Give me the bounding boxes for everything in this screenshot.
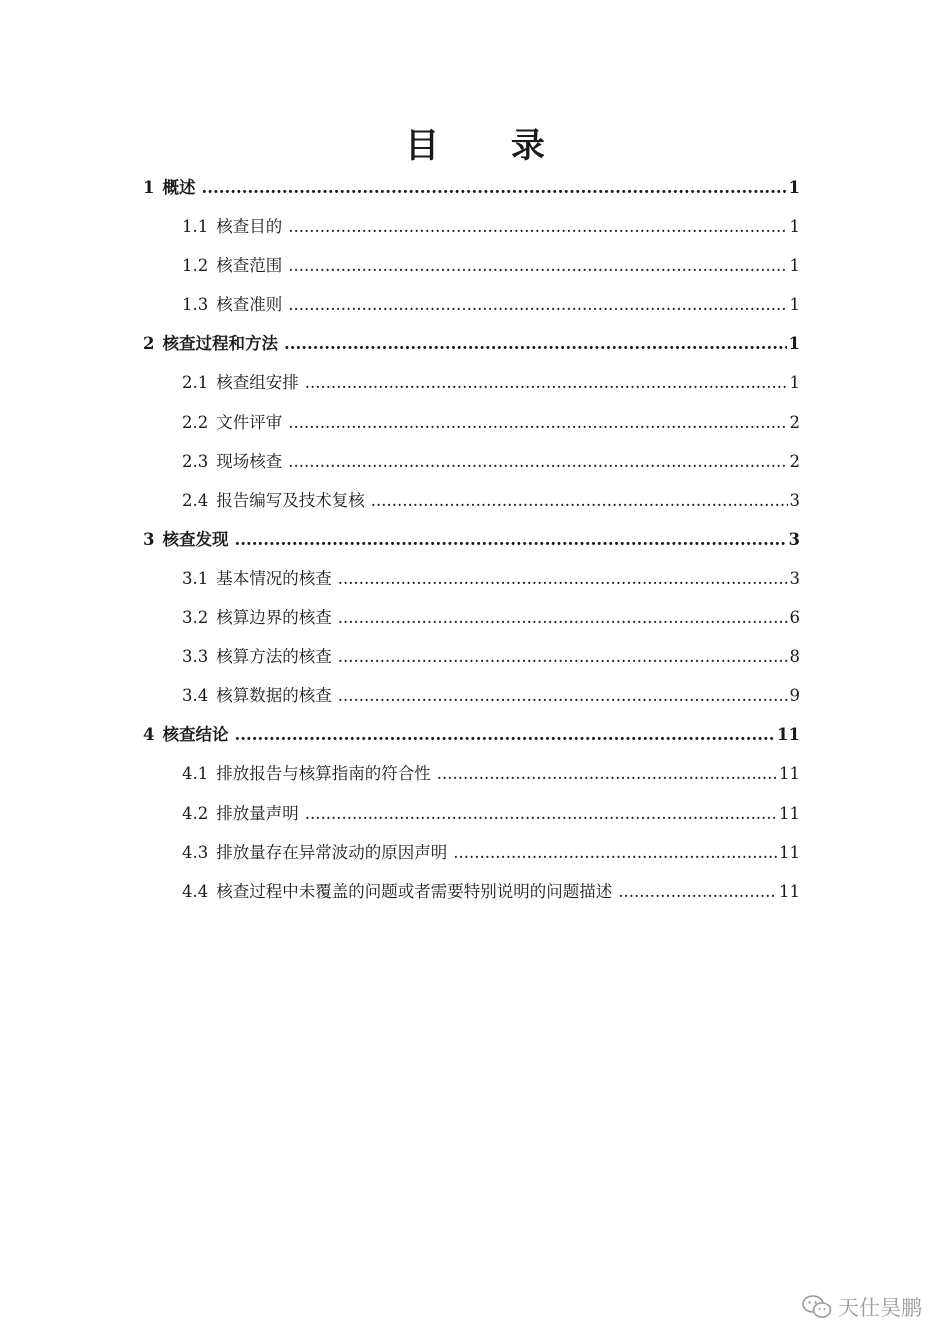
toc-entry-title: 文件评审 [216,412,283,432]
toc-entry-title: 核查准则 [216,295,283,315]
toc-entry-number: 2.4 [182,490,209,510]
toc-entry-page: 8 [789,647,800,667]
toc-entry-title: 核查范围 [216,256,283,276]
toc-leader-dots [338,559,788,598]
toc-leader-dots [453,833,777,872]
toc-entry-number: 1.3 [182,295,209,315]
toc-entry-page: 11 [779,881,800,901]
toc-leader-dots [437,754,777,793]
toc-entry-number: 2.2 [182,412,209,432]
toc-entry-number: 4.4 [182,881,209,901]
toc-entry-page: 1 [789,373,800,393]
toc-entry-page: 1 [789,295,800,315]
toc-entry[interactable] [143,442,800,481]
toc-entry-page: 11 [779,803,800,823]
toc-leader-dots [338,598,788,637]
toc-entry[interactable] [143,872,800,911]
toc-entry-number: 4.2 [182,803,209,823]
toc-entry-page: 9 [789,686,800,706]
toc-entry-page: 1 [789,256,800,276]
toc-entry-page: 6 [789,608,800,628]
toc-entry-number: 1.1 [182,217,209,237]
toc-entry[interactable] [143,754,800,793]
toc-leader-dots [234,520,786,559]
toc-entry-number: 3.2 [182,608,209,628]
toc-entry[interactable] [143,520,800,559]
toc-entry-page: 11 [779,764,800,784]
toc-entry-page: 1 [788,334,800,354]
toc-entry-number: 2.3 [182,451,209,471]
toc-leader-dots [234,715,775,754]
toc-entry-number: 3.4 [182,686,209,706]
toc-entry-page: 3 [789,490,800,510]
toc-entry[interactable] [143,676,800,715]
toc-entry-title: 排放量声明 [216,803,299,823]
toc-entry-number: 4.3 [182,842,209,862]
toc-entry[interactable] [143,481,800,520]
toc-entry-title: 核查过程和方法 [162,334,278,354]
toc-leader-dots [288,246,787,285]
toc-entry[interactable] [143,207,800,246]
toc-entry[interactable] [143,833,800,872]
toc-entry[interactable] [143,403,800,442]
toc-leader-dots [284,324,787,363]
toc-entry-number: 4 [143,725,155,745]
toc-entry[interactable] [143,168,800,207]
toc-entry[interactable] [143,637,800,676]
toc-entry[interactable] [143,715,800,754]
toc-entry[interactable] [143,246,800,285]
toc-entry-title: 现场核查 [216,451,283,471]
toc-entry-page: 2 [789,412,800,432]
toc-leader-dots [338,676,788,715]
toc-leader-dots [201,168,786,207]
table-of-contents [143,168,800,911]
toc-entry[interactable] [143,559,800,598]
toc-entry-title: 报告编写及技术复核 [216,490,365,510]
toc-entry-number: 3.3 [182,647,209,667]
toc-leader-dots [618,872,777,911]
toc-entry-title: 核查发现 [162,529,229,549]
toc-leader-dots [371,481,788,520]
toc-entry-title: 核查结论 [162,725,229,745]
watermark-text: 天仕昊鹏 [838,1296,922,1320]
toc-leader-dots [305,794,777,833]
toc-entry-number: 1 [143,178,155,197]
toc-entry-page: 1 [788,178,800,197]
toc-entry-title: 核算数据的核查 [216,686,332,706]
toc-entry-title: 概述 [162,178,196,197]
toc-entry[interactable] [143,285,800,324]
toc-entry-page: 1 [789,217,800,237]
toc-entry-page: 11 [779,842,800,862]
toc-entry-page: 3 [788,529,800,549]
toc-entry-title: 基本情况的核查 [216,568,332,588]
toc-entry-title: 核查组安排 [216,373,299,393]
toc-entry[interactable] [143,598,800,637]
toc-entry-title: 核算方法的核查 [216,647,332,667]
toc-entry[interactable] [143,324,800,363]
watermark [802,1292,922,1322]
toc-entry-title: 排放报告与核算指南的符合性 [216,764,431,784]
toc-entry-number: 3 [143,529,155,549]
toc-entry-title: 排放量存在异常波动的原因声明 [216,842,448,862]
toc-leader-dots [288,207,787,246]
page-title: 目 录 [405,126,575,166]
toc-entry[interactable] [143,794,800,833]
toc-entry-page: 2 [789,451,800,471]
toc-leader-dots [288,442,787,481]
toc-entry-title: 核算边界的核查 [216,608,332,628]
toc-entry-number: 2 [143,334,155,354]
toc-leader-dots [305,363,788,402]
toc-entry[interactable] [143,363,800,402]
toc-entry-number: 2.1 [182,373,209,393]
toc-entry-number: 3.1 [182,568,209,588]
toc-entry-title: 核查过程中未覆盖的问题或者需要特别说明的问题描述 [216,881,613,901]
toc-leader-dots [288,285,787,324]
toc-entry-page: 3 [789,568,800,588]
toc-entry-number: 1.2 [182,256,209,276]
toc-entry-number: 4.1 [182,764,209,784]
toc-leader-dots [288,403,787,442]
toc-entry-page: 11 [777,725,800,745]
wechat-icon [802,1294,832,1320]
toc-entry-title: 核查目的 [216,217,283,237]
toc-leader-dots [338,637,788,676]
